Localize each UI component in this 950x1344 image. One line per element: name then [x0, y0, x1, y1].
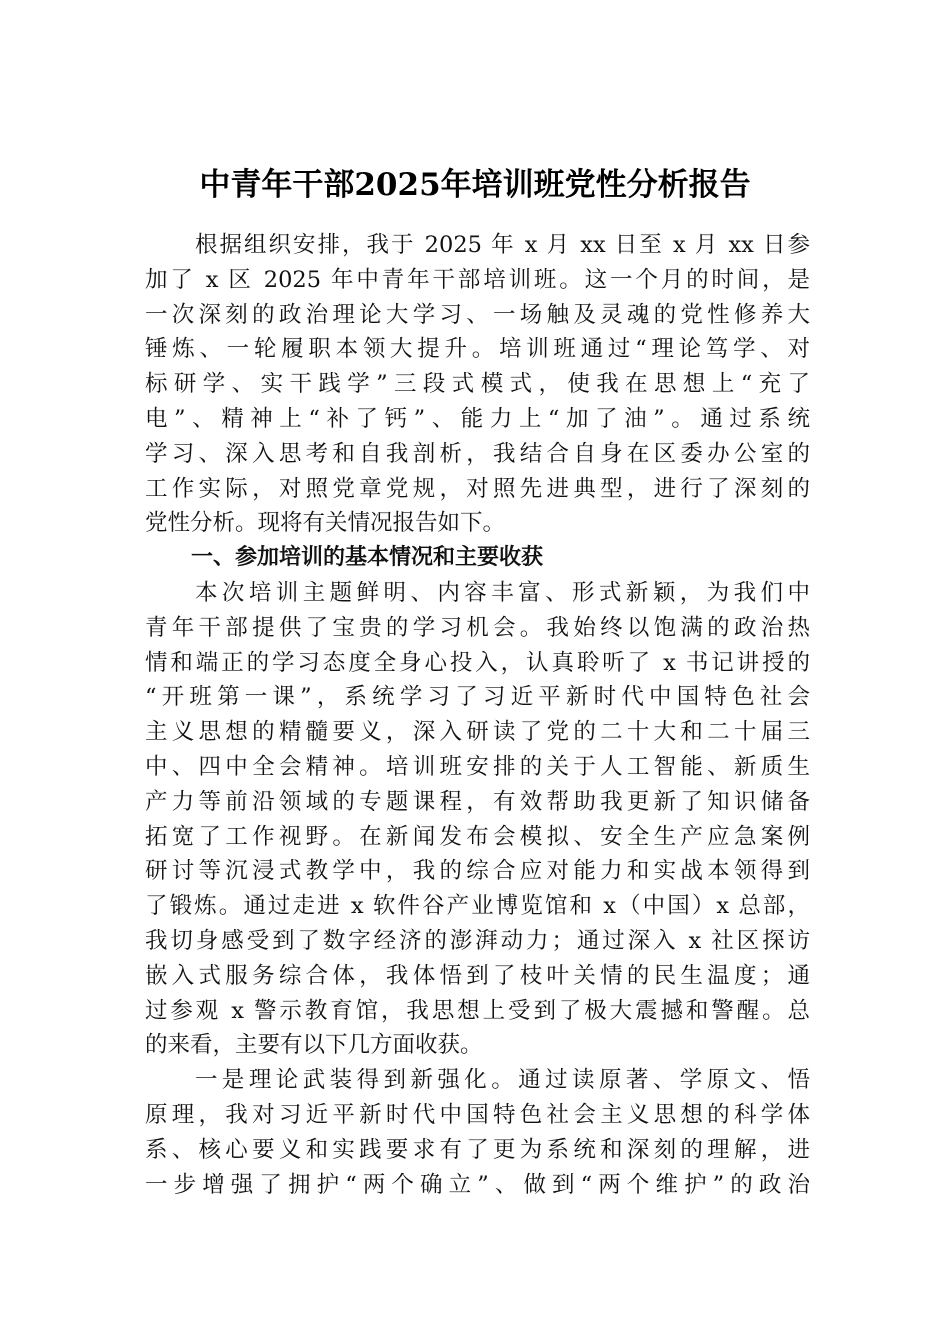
- paragraph-training-overview: [145, 576, 810, 1063]
- text-line: 标研学、实干践学”三段式模式，使我在思想上“充了: [145, 371, 810, 398]
- text-line: 拓宽了工作视野。在新闻发布会模拟、安全生产应急案例: [145, 823, 810, 850]
- text-line: 一步增强了拥护“两个确立”、做到“两个维护”的政治: [145, 1171, 810, 1198]
- text-line: 产力等前沿领域的专题课程，有效帮助我更新了知识储备: [145, 788, 810, 815]
- text-line: 电”、精神上“补了钙”、能力上“加了油”。通过系统: [145, 405, 810, 432]
- section-heading: [145, 541, 810, 576]
- text-line: 系、核心要义和实践要求有了更为系统和深刻的理解，进: [145, 1136, 810, 1163]
- paragraph-theory-gains: [145, 1063, 810, 1202]
- paragraph-intro: [145, 228, 810, 541]
- text-line: 一次深刻的政治理论大学习、一场触及灵魂的党性修养大: [145, 301, 810, 328]
- text-line: 根据组织安排，我于 2025 年 x 月 xx 日至 x 月 xx 日参: [195, 232, 810, 258]
- text-line: 的来看，主要有以下几方面收获。: [145, 1032, 483, 1059]
- text-line: 一是理论武装得到新强化。通过读原著、学原文、悟: [195, 1067, 810, 1094]
- text-line: 主义思想的精髓要义，深入研读了党的二十大和二十届三: [145, 719, 810, 746]
- text-line: 锤炼、一轮履职本领大提升。培训班通过“理论笃学、对: [145, 336, 810, 363]
- text-line: 我切身感受到了数字经济的澎湃动力；通过深入 x 社区探访: [145, 927, 810, 954]
- text-line: 工作实际，对照党章党规，对照先进典型，进行了深刻的: [145, 475, 810, 502]
- section-heading-text: 一、参加培训的基本情况和主要收获: [191, 545, 544, 571]
- text-line: 嵌入式服务综合体，我体悟到了枝叶关情的民生温度；通: [145, 962, 810, 989]
- text-line: 本次培训主题鲜明、内容丰富、形式新颖，为我们中: [195, 579, 810, 606]
- text-line: 加了 x 区 2025 年中青年干部培训班。这一个月的时间，是: [145, 266, 810, 293]
- document-body: [145, 228, 810, 1202]
- text-line: 过参观 x 警示教育馆，我思想上受到了极大震撼和警醒。总: [145, 997, 810, 1024]
- text-line: 中、四中全会精神。培训班安排的关于人工智能、新质生: [145, 753, 810, 780]
- text-line: 学习、深入思考和自我剖析，我结合自身在区委办公室的: [145, 440, 810, 467]
- text-line: “开班第一课”，系统学习了习近平新时代中国特色社会: [145, 684, 810, 711]
- text-line: 青年干部提供了宝贵的学习机会。我始终以饱满的政治热: [145, 614, 810, 641]
- text-line: 情和端正的学习态度全身心投入，认真聆听了 x 书记讲授的: [145, 649, 810, 676]
- document-title: 中青年干部2025年培训班党性分析报告: [199, 167, 751, 203]
- text-line: 了锻炼。通过走进 x 软件谷产业博览馆和 x（中国）x 总部，: [145, 893, 810, 920]
- text-line: 原理，我对习近平新时代中国特色社会主义思想的科学体: [145, 1101, 810, 1128]
- text-line: 党性分析。现将有关情况报告如下。: [145, 510, 506, 537]
- text-line: 研讨等沉浸式教学中，我的综合应对能力和实战本领得到: [145, 858, 810, 885]
